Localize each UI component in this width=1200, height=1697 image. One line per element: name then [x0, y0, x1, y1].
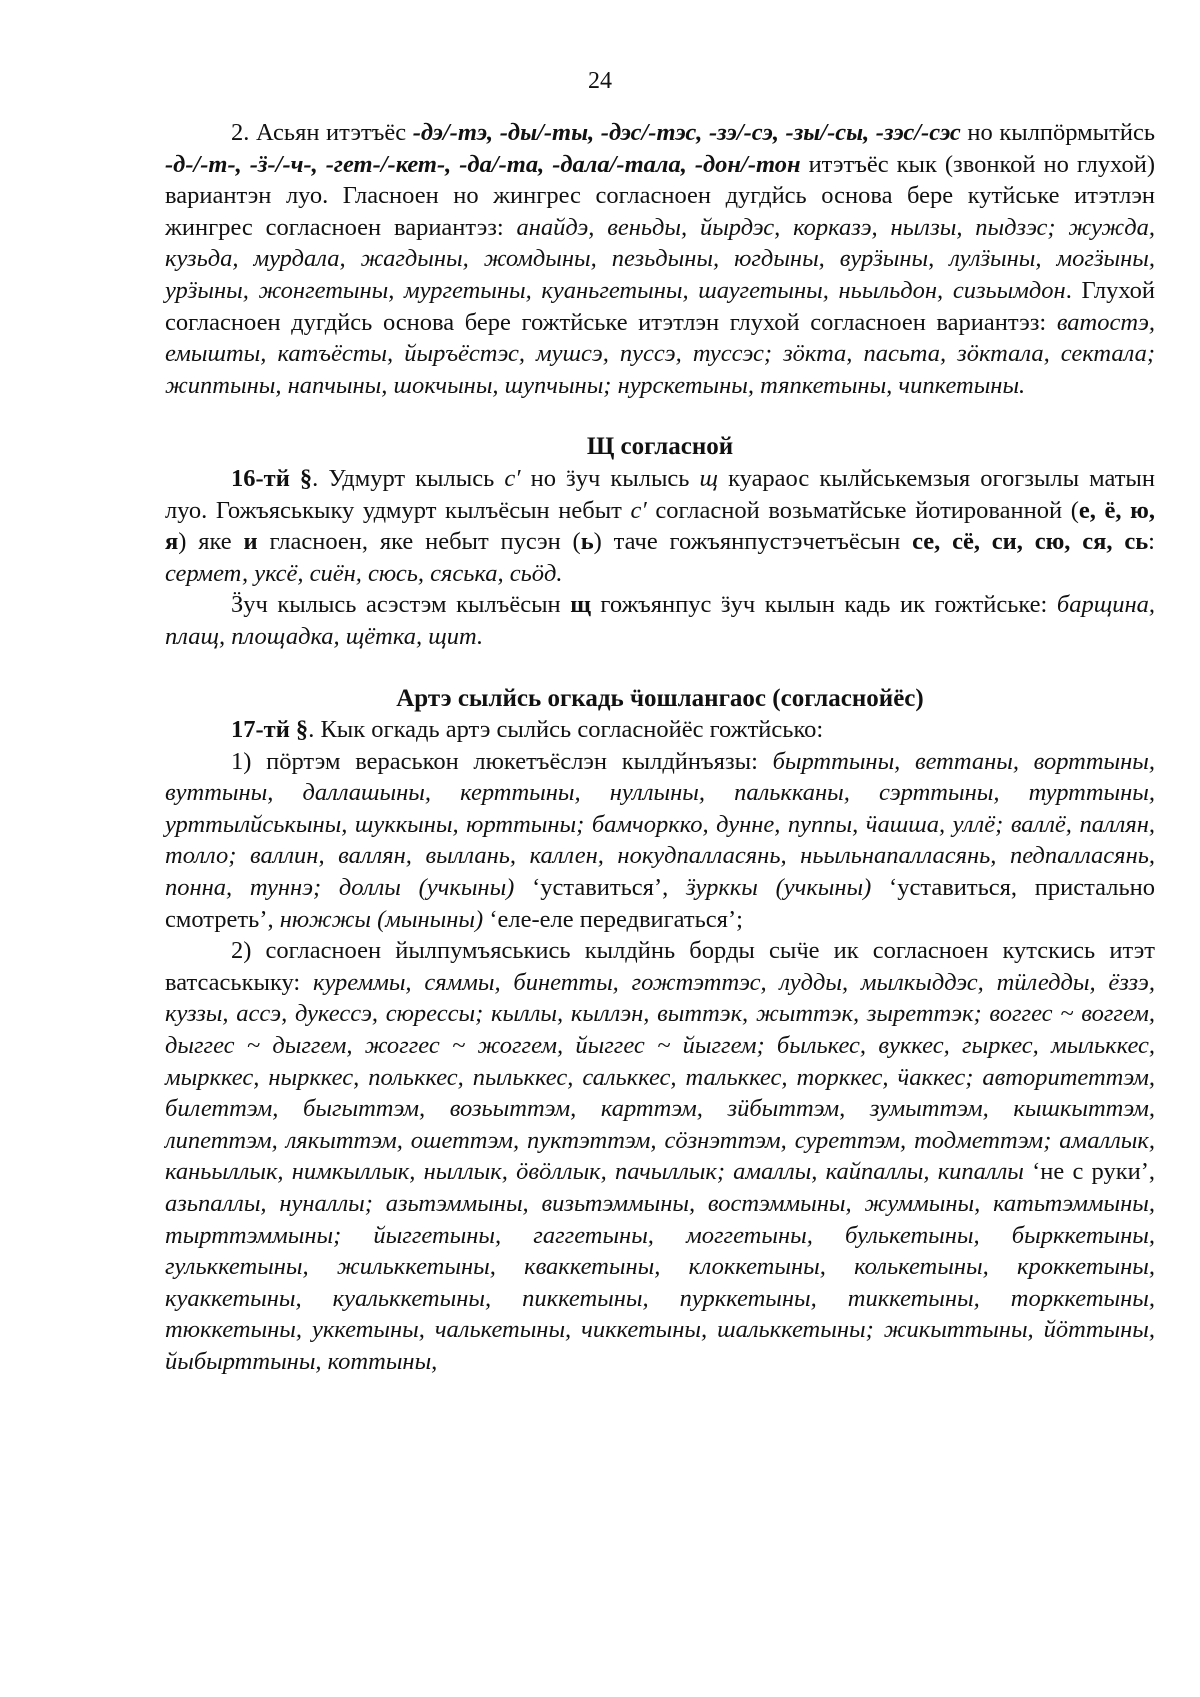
text-run: . Кык огкадь артэ сылйсь согласнойёс гожтйсько:	[308, 716, 824, 744]
text-run: ‘еле-еле передвигаться’;	[483, 905, 743, 933]
text-run: щ	[699, 464, 719, 492]
text-run: ‘уставиться’,	[514, 874, 686, 902]
text-run: бырттыны, веттаны, ворттыны, вуттыны, даллашыны, керттыны, нуллыны, палькканы, сэрттыны, турттыны, урттылйськыны, шуккыны, юрттыны; бамчоркко, дунне, пуппы, ӵашша, уллё; валлё, паллян, толло; валлин, валлян, выллань, каллен, нокудпалласянь, ньыльнапалласянь, педпалласянь, понна, туннэ; доллы (учкыны)	[165, 747, 1155, 902]
text-run: 2) согласноен йылпумъяськись кылдйнь борды сыӵе ик согласноен кутскись итэт ватсаськыку:	[165, 937, 1155, 996]
page-content	[165, 117, 1155, 1378]
text-run: ‘уставиться, пристально смотреть’,	[165, 874, 1155, 933]
paragraph-section-17	[165, 714, 1155, 746]
text-run: согласной возьматйське йотированной (	[646, 496, 1079, 524]
text-run: ‘не с руки’,	[1023, 1158, 1155, 1186]
text-run: барщина, плащ, площадка, щётка, щит.	[165, 591, 1155, 650]
text-run: -д-/-т-, -ӟ-/-ч-, -гет-/-кет-, -да/-та, -дала/-тала, -дон/-тон	[165, 150, 801, 178]
text-run: но кылпöрмытйсь	[960, 119, 1155, 146]
text-run: куреммы, сяммы, бинетты, гожтэттэс, лудды, мылкыддэс, тӥледды, ёззэ, куззы, ассэ, дукессэ, сюрессы; кыллы, кыллэн, выттэк, жыттэк, зыреттэк; воггес ~ воггем, дыггес ~ дыггем, жоггес ~ жоггем, йыггес ~ йыггем; былькес, вуккес, гыркес, мыльккес, мырккес, нырккес, польккес, пыльккес, сальккес, тальккес, торккес, ӵаккес; авторитеттэм, билеттэм, быгыттэм, возьыттэм, карттэм, зӥбыттэм, зумыттэм, кышкыттэм, липеттэм, лякыттэм, ошеттэм, пуктэттэм, сöзнэттэм, сурeттэм, тодметтэм; амаллык, каньыллык, нимкыллык, ныллык, öвöллык, пачыллык; амаллы, кайпаллы, кипаллы	[165, 968, 1155, 1186]
text-run: -дэ/-тэ, -ды/-ты, -дэс/-тэс, -зэ/-сэ, -зы/-сы, -зэс/-сэс	[412, 119, 961, 146]
text-run: азьпаллы, нуналлы; азьтэммыны, визьтэммыны, востэммыны, жуммыны, катьтэммыны, тырттэммыны; йыггетыны, гаггетыны, моггетыны, булькетыны, бырккетыны, гульккетыны, жильккетыны, кваккетыны, клоккетыны, колькетыны, кроккетыны, куаккетыны, куальккетыны, пиккетыны, пурккетыны, тиккетыны, торккетыны, тюккетыны, уккетыны, чалькетыны, чиккетыны, шальккетыны; жикыттыны, йöттыны, йыбырттыны, коттыны,	[165, 1190, 1155, 1375]
text-run: сермет, уксё, сиён, сюсь, сяська, сьöд.	[165, 559, 563, 587]
paragraph-rule-1	[165, 746, 1155, 936]
text-run: ь	[580, 528, 594, 556]
text-run: итэтъёс кык (звонкой но глухой) вариантэн луо. Гласноен но жингрес согласноен дугдйсь основа бере кутйське итэтлэн жингрес согласноен вариантэз:	[165, 150, 1155, 241]
paragraph-suffix-variants	[165, 117, 1155, 401]
text-run: 1) пöртэм вераськон люкетъёслэн кылдйнъязы:	[231, 747, 773, 775]
text-run: ӟурккы (учкыны)	[685, 874, 872, 902]
text-run: 16-тй §	[231, 464, 313, 492]
paragraph-russian-loanwords	[165, 589, 1155, 652]
text-run: анайдэ, веньды, йырдэс, корказэ, нылзы, пыдзэс; жужда, кузьда, мурдала, жагдыны, жомдыны, пезьдыны, югдыны, вурӟыны, лулӟыны, могӟыны, урӟыны, жонгетыны, мургетыны, куаньгетыны, шаугетыны, ньыльдон, сизьымдон	[165, 213, 1155, 304]
text-run: е, ё, ю, я	[165, 496, 1155, 556]
text-run: 2. Асьян итэтъёс	[231, 119, 413, 146]
section-heading-double-consonants: Артэ сылйсь огкадь ӵошлангаос (согласнойёс)	[396, 684, 924, 712]
paragraph-section-16	[165, 463, 1155, 589]
text-run: ватостэ, емышты, катъёсты, йыръёстэс, мушсэ, пуссэ, туссэс; зöкта, пасьта, зöктала, сектала; жиптыны, напчыны, шокчыны, шупчыны; нурскетыны, тяпкетыны, чипкетыны.	[165, 308, 1155, 399]
text-run: с′	[630, 496, 647, 524]
section-heading-shch: Щ согласной	[586, 433, 734, 461]
text-run: куараос кылйськемзыя огогзылы матын луо. Гожъяськыку удмурт кылъёсын небыт	[165, 464, 1155, 524]
text-run: и	[243, 528, 258, 556]
text-run: но ӟуч кылысь	[520, 464, 700, 492]
text-run: ) таче гожъянпустэчетъёсын	[593, 528, 913, 556]
text-run: се, сё, си, сю, ся, сь	[912, 528, 1149, 556]
page-number: 24	[588, 68, 612, 94]
text-run: щ	[570, 591, 591, 619]
text-run: . Удмурт кылысь	[312, 464, 505, 492]
text-run: гласноен, яке небыт пусэн (	[257, 528, 581, 556]
text-run: 17-тй §	[231, 716, 309, 744]
text-run: . Глухой согласноен дугдйсь основа бере гожтйське итэтлэн глухой согласноен вариантэз:	[165, 276, 1156, 336]
paragraph-rule-2	[165, 935, 1155, 1377]
text-run: нюжжы (мыныны)	[279, 905, 484, 933]
text-run: Ӟуч кылысь асэстэм кылъёсын	[231, 591, 571, 619]
text-run: :	[1148, 528, 1155, 556]
text-run: с′	[504, 464, 521, 492]
text-run: ) яке	[178, 528, 244, 556]
text-run: гожъянпус ӟуч кылын кадь ик гожтйське:	[590, 591, 1057, 619]
